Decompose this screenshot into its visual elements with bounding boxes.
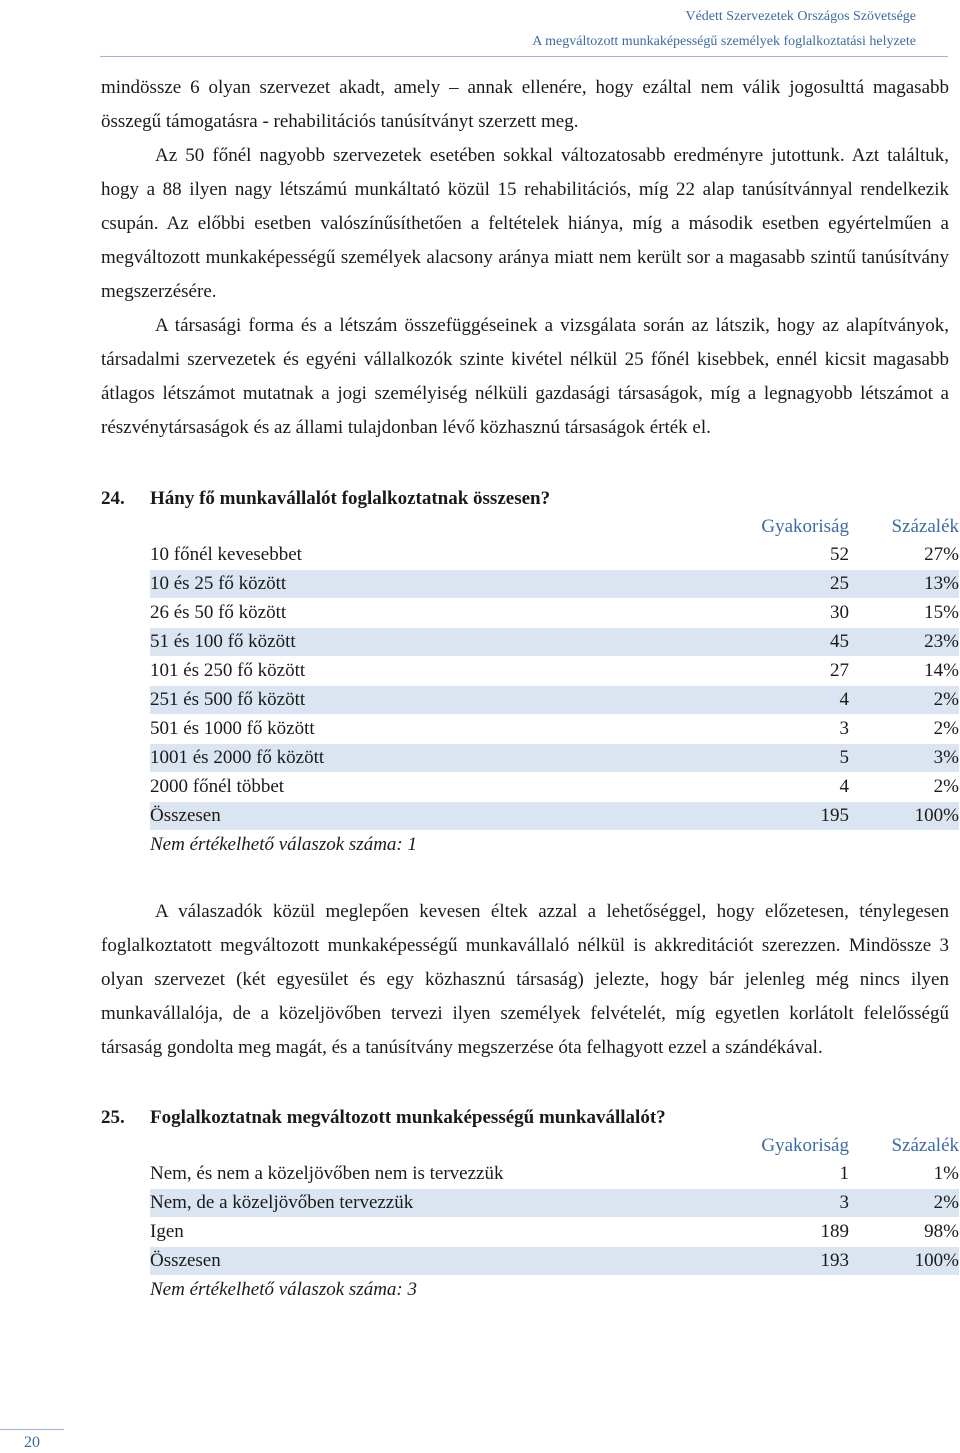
row-percent: 14% (849, 657, 959, 686)
row-label: 501 és 1000 fő között (150, 715, 759, 744)
row-label: Igen (150, 1218, 759, 1247)
row-percent: 15% (849, 599, 959, 628)
question-number: 25. (101, 1107, 125, 1128)
table-row (150, 570, 959, 599)
paragraph: mindössze 6 olyan szervezet akadt, amely – annak ellenére, hogy ezáltal nem válik jogosulttá magasabb összegű támogatásra - rehabilitációs tanúsítványt szerzett meg. (101, 77, 949, 132)
row-label: 2000 főnél többet (150, 773, 759, 802)
row-label: 26 és 50 fő között (150, 599, 759, 628)
row-label: 1001 és 2000 fő között (150, 744, 759, 773)
row-frequency: 4 (759, 686, 849, 715)
row-label: Nem, de a közeljövőben tervezzük (150, 1189, 759, 1218)
invalid-answers-note: Nem értékelhető válaszok száma: 3 (150, 1279, 417, 1300)
table-row (150, 715, 959, 744)
row-percent: 2% (849, 773, 959, 802)
table-row (150, 1247, 959, 1276)
column-header-label (150, 1132, 759, 1160)
table-row (150, 802, 959, 831)
row-label: Nem, és nem a közeljövőben nem is tervezzük (150, 1160, 759, 1189)
row-frequency: 1 (759, 1160, 849, 1189)
row-label: 251 és 500 fő között (150, 686, 759, 715)
row-percent: 100% (849, 1247, 959, 1276)
row-frequency: 45 (759, 628, 849, 657)
row-percent: 98% (849, 1218, 959, 1247)
frequency-table-24 (150, 513, 959, 830)
table-row (150, 599, 959, 628)
question-text: Foglalkoztatnak megváltozott munkaképességű munkavállalót? (150, 1107, 666, 1128)
table-row (150, 1218, 959, 1247)
row-frequency: 25 (759, 570, 849, 599)
paragraph: A társasági forma és a létszám összefüggéseinek a vizsgálata során az látszik, hogy az alapítványok, társadalmi szervezetek és egyéni vállalkozók szinte kivétel nélkül 25 főnél kisebbek, ennél kicsit magasabb átlagos létszámot mutatnak a jogi személyiség nélküli gazdasági társaságok, míg a legnagyobb létszámot a részvénytársaságok és az állami tulajdonban lévő közhasznú társaságok érték el. (101, 315, 949, 438)
table-row (150, 1160, 959, 1189)
row-label: 10 és 25 fő között (150, 570, 759, 599)
row-frequency: 30 (759, 599, 849, 628)
row-frequency: 27 (759, 657, 849, 686)
column-header-frequency: Gyakoriság (761, 515, 849, 537)
row-frequency: 3 (759, 715, 849, 744)
question-text: Hány fő munkavállalót foglalkoztatnak összesen? (150, 488, 551, 509)
column-header-label (150, 513, 759, 541)
row-percent: 100% (849, 802, 959, 831)
table-row (150, 657, 959, 686)
row-frequency: 3 (759, 1189, 849, 1218)
column-header-percent: Százalék (891, 1134, 959, 1156)
row-percent: 23% (849, 628, 959, 657)
row-percent: 2% (849, 1189, 959, 1218)
column-header-frequency: Gyakoriság (761, 1134, 849, 1156)
frequency-table-25 (150, 1132, 959, 1275)
table-row (150, 541, 959, 570)
paragraph: A válaszadók közül meglepően kevesen éltek azzal a lehetőséggel, hogy előzetesen, ténylegesen foglalkoztatott megváltozott munkaképességű munkavállaló nélkül is akkreditációt szerezzen. Mindössze 3 olyan szervezet (két egyesület és egy közhasznú társaság) jelezte, hogy bár jelenleg még nincs ilyen munkavállalója, de a közeljövőben tervezi ilyen személyek felvételét, míg egyetlen korlátolt felelősségű társaság gondolta meg magát, és a tanúsítvány megszerzése óta felhagyott ezzel a szándékával. (101, 901, 949, 1058)
running-header (532, 4, 916, 54)
row-label: Összesen (150, 802, 759, 831)
body-text-top (101, 71, 949, 445)
question-25-title (101, 1104, 949, 1132)
row-percent: 2% (849, 715, 959, 744)
row-frequency: 52 (759, 541, 849, 570)
row-frequency: 4 (759, 773, 849, 802)
row-label: 10 főnél kevesebbet (150, 541, 759, 570)
row-percent: 3% (849, 744, 959, 773)
row-percent: 13% (849, 570, 959, 599)
table-row (150, 628, 959, 657)
footer-divider (0, 1429, 64, 1430)
row-label: Összesen (150, 1247, 759, 1276)
table-row (150, 773, 959, 802)
row-frequency: 193 (759, 1247, 849, 1276)
page-number: 20 (24, 1434, 40, 1451)
row-percent: 27% (849, 541, 959, 570)
invalid-answers-note: Nem értékelhető válaszok száma: 1 (150, 834, 417, 855)
table-row (150, 686, 959, 715)
row-label: 51 és 100 fő között (150, 628, 759, 657)
row-percent: 2% (849, 686, 959, 715)
header-divider (100, 56, 948, 57)
column-header-percent: Százalék (891, 515, 959, 537)
row-frequency: 5 (759, 744, 849, 773)
page-content (101, 71, 959, 1305)
header-organization: Védett Szervezetek Országos Szövetsége (685, 9, 916, 24)
paragraph: Az 50 főnél nagyobb szervezetek esetében sokkal változatosabb eredményre jutottunk. Azt találtuk, hogy a 88 ilyen nagy létszámú munkáltató közül 15 rehabilitációs, míg 22 alap tanúsítvánnyal rendelkezik csupán. Az előbbi esetben valószínűsíthetően a feltételek hiánya, míg a második esetben egyértelműen a megváltozott munkaképességű személyek alacsony aránya miatt nem került sor a magasabb szintű tanúsítvány megszerzésére. (101, 145, 949, 302)
question-24-title (101, 485, 949, 513)
header-document-title: A megváltozott munkaképességű személyek foglalkoztatási helyzete (532, 34, 916, 49)
row-frequency: 195 (759, 802, 849, 831)
body-text-middle (101, 895, 949, 1065)
row-percent: 1% (849, 1160, 959, 1189)
row-frequency: 189 (759, 1218, 849, 1247)
row-label: 101 és 250 fő között (150, 657, 759, 686)
table-row (150, 744, 959, 773)
table-row (150, 1189, 959, 1218)
question-number: 24. (101, 488, 125, 509)
